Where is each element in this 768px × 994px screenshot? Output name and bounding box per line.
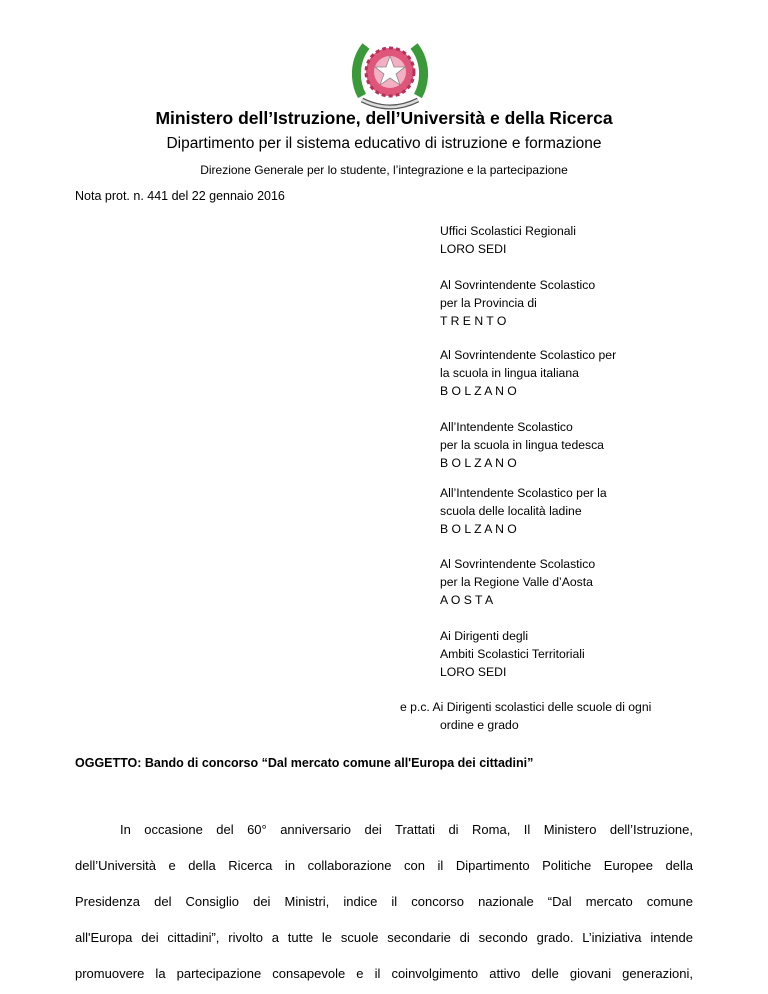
recipient bbox=[440, 276, 595, 330]
recipient bbox=[440, 346, 616, 400]
body-line: Presidenza del Consiglio dei Ministri, indice il concorso nazionale “Dal mercato comune bbox=[75, 894, 693, 909]
recipient bbox=[440, 555, 595, 609]
recipient-line: T R E N T O bbox=[440, 314, 507, 328]
recipient-line: All’Intendente Scolastico per la bbox=[440, 486, 607, 500]
recipient-line: Al Sovrintendente Scolastico per bbox=[440, 348, 617, 362]
recipient-line: Al Sovrintendente Scolastico bbox=[440, 278, 596, 292]
recipient bbox=[440, 484, 607, 538]
body-line: promuovere la partecipazione consapevole e il coinvolgimento attivo delle giovani generazioni, bbox=[75, 966, 693, 981]
recipient-line: per la Regione Valle d’Aosta bbox=[440, 575, 593, 589]
protocol-note: Nota prot. n. 441 del 22 gennaio 2016 bbox=[75, 189, 285, 203]
recipient bbox=[440, 627, 585, 681]
recipient-line: Uffici Scolastici Regionali bbox=[440, 224, 576, 238]
recipient-line: scuola delle località ladine bbox=[440, 504, 582, 518]
recipient-line: B O L Z A N O bbox=[440, 522, 517, 536]
cc-recipient: e p.c. Ai Dirigenti scolastici delle scuole di ogni bbox=[400, 700, 652, 714]
recipient-line: Ambiti Scolastici Territoriali bbox=[440, 647, 585, 661]
recipient-line: per la Provincia di bbox=[440, 296, 537, 310]
cc-recipient-continuation: ordine e grado bbox=[440, 718, 519, 732]
subject-line: OGGETTO: Bando di concorso “Dal mercato comune all'Europa dei cittadini” bbox=[75, 756, 534, 770]
recipient-line: Al Sovrintendente Scolastico bbox=[440, 557, 596, 571]
recipient-line: Ai Dirigenti degli bbox=[440, 629, 529, 643]
recipient-line: per la scuola in lingua tedesca bbox=[440, 438, 604, 452]
recipient-line: B O L Z A N O bbox=[440, 384, 517, 398]
department-name: Dipartimento per il sistema educativo di istruzione e formazione bbox=[166, 135, 602, 152]
direction-name: Direzione Generale per lo studente, l’integrazione e la partecipazione bbox=[200, 163, 568, 177]
recipient-line: la scuola in lingua italiana bbox=[440, 366, 579, 380]
recipient-line: LORO SEDI bbox=[440, 242, 507, 256]
recipient bbox=[440, 222, 576, 258]
recipient-line: A O S T A bbox=[440, 593, 494, 607]
body-line: dell’Università e della Ricerca in collaborazione con il Dipartimento Politiche Europee della bbox=[75, 858, 693, 873]
italian-republic-emblem bbox=[352, 36, 428, 114]
body-line: In occasione del 60° anniversario dei Trattati di Roma, Il Ministero dell’Istruzione, bbox=[120, 822, 693, 837]
body-line: all'Europa dei cittadini”, rivolto a tutte le scuole secondarie di secondo grado. L’iniziativa intende bbox=[75, 930, 693, 945]
recipient-line: All’Intendente Scolastico bbox=[440, 420, 573, 434]
recipient-line: B O L Z A N O bbox=[440, 456, 517, 470]
ministry-title: Ministero dell’Istruzione, dell’Università e della Ricerca bbox=[155, 108, 613, 128]
recipient-line: LORO SEDI bbox=[440, 665, 507, 679]
recipient bbox=[440, 418, 604, 472]
